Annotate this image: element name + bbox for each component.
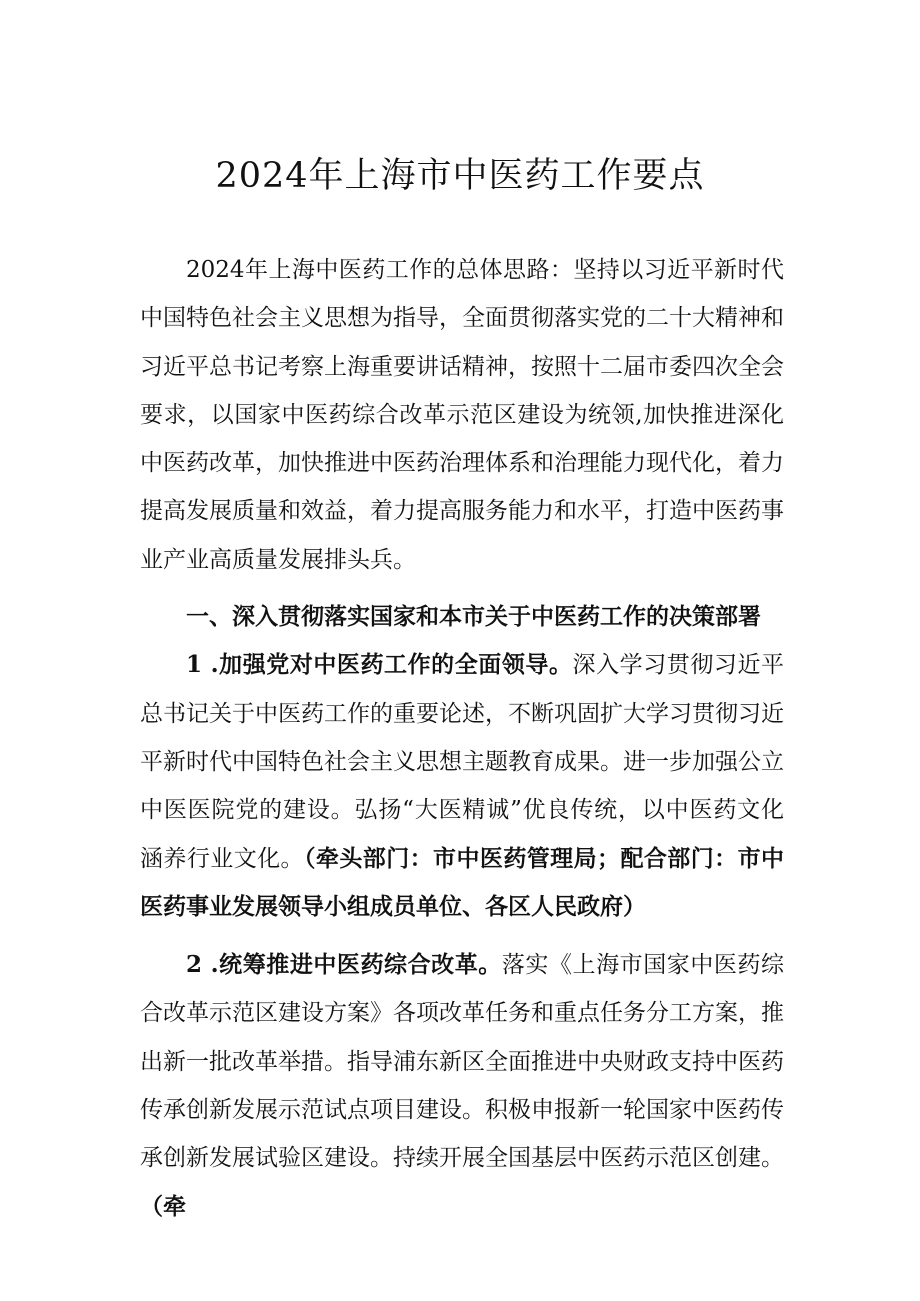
document-title: 2024年上海市中医药工作要点: [215, 156, 705, 196]
item-note: （牵: [140, 1192, 186, 1220]
item-number: 1 .: [186, 651, 219, 679]
item-body: 落实《上海市国家中医药综合改革示范区建设方案》各项改革任务和重点任务分工方案，推出新一批改革举措。指导浦东新区全面推进中央财政支持中医药传承创新发展示范试点项目建设。积极申报新一轮国家中医药传承创新发展试验区建设。持续开展全国基层中医药示范区创建。: [140, 952, 784, 1172]
list-item: [140, 941, 784, 1231]
item-note: （牵头部门：市中医药管理局；配合部门：市中医药事业发展领导小组成员单位、各区人民政府）: [140, 844, 785, 920]
item-title: 统筹推进中医药综合改革。: [218, 951, 502, 979]
intro-paragraph: 2024年上海中医药工作的总体思路：坚持以习近平新时代中国特色社会主义思想为指导，全面贯彻落实党的二十大精神和习近平总书记考察上海重要讲话精神，按照十二届市委四次全会要求，以国家中医药综合改革示范区建设为统领,加快推进深化中医药改革，加快推进中医药治理体系和治理能力现代化，着力提高发展质量和效益，着力提高服务能力和水平，打造中医药事业产业高质量发展排头兵。: [140, 257, 784, 573]
section-heading: 一、深入贯彻落实国家和本市关于中医药工作的决策部署: [186, 603, 761, 631]
item-body: 深入学习贯彻习近平总书记关于中医药工作的重要论述，不断巩固扩大学习贯彻习近平新时代中国特色社会主义思想主题教育成果。进一步加强公立中医医院党的建设。弘扬“大医精诚”优良传统，以中医药文化涵养行业文化。: [140, 652, 785, 872]
item-number: 2 .: [186, 951, 219, 979]
list-item: [140, 641, 784, 931]
document-body: [140, 246, 784, 1231]
item-title: 加强党对中医药工作的全面领导。: [218, 651, 573, 679]
